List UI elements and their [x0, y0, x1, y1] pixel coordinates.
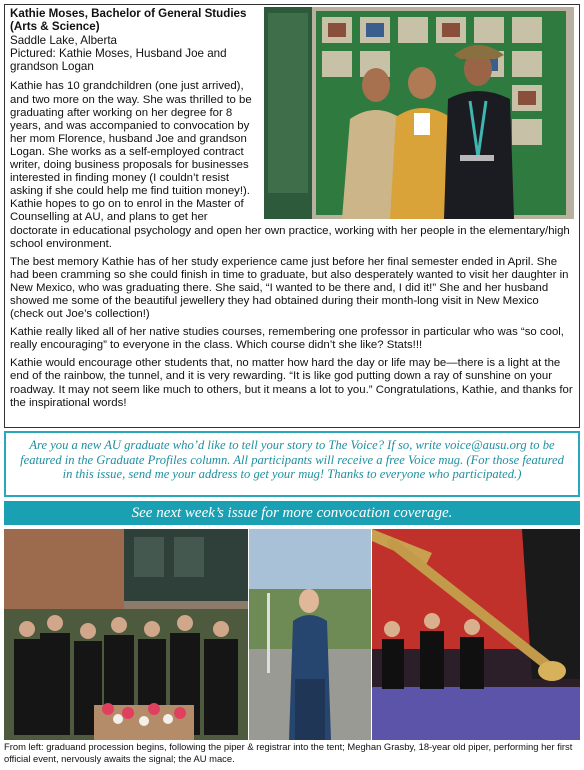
article-paragraph: Kathie really liked all of her native studies courses, remembering one professor in particular who was “so cool, really encouraging” to everyone in the class. Which course didn’t she like? Stats!!!: [10, 326, 564, 352]
article-paragraph: Kathie has 10 grandchildren (one just arrived), and two more on the way. She was thrilled to be graduating after working on her degree for 8 years, and was accompanied to convocation by her mom Florence, husband Joe and grandson Logan. She works as a self-employed contract writer, doing business proposals for businesses interested in finding money (I couldn’t resist asking if she could help me find tuition money!). Kathie hopes to go on to enrol in the Master of Counselling at AU, and plans to get her doctorate in educational psychology and open her own practice, working with her people in the elementary/high school environment.: [10, 80, 570, 250]
graduate-program: (Arts & Science): [10, 20, 100, 34]
photo-caption: From left: graduand procession begins, following the piper & registrar into the tent; Meghan Grasby, 18-year old piper, performing her first official event, nervously awaits the signal; the AU mace.: [4, 741, 573, 764]
procession-photo: [4, 529, 248, 740]
banner-text: See next week’s issue for more convocation coverage.: [131, 505, 453, 521]
profile-photo: [264, 7, 574, 219]
callout-text: Are you a new AU graduate who’d like to tell your story to The Voice? If so, write voice@ausu.org to be featured in the Graduate Profiles column. All participants will receive a free Voice mug. (For those featured in this issue, send me your address to get your mug! Thanks to everyone who participated.): [20, 438, 564, 482]
article-paragraph: The best memory Kathie has of her study experience came just before her final semester ended in April. She had been cramming so she could finish in time to graduate, but also desperately wanted to visit her daughter in New Mexico, who was graduating there. She said, “I wanted to be there and, I did it!” She and her husband showed me some of the beautiful jewellery they had obtained during their month-long visit in New Mexico (check out Joe’s collection!): [10, 255, 569, 321]
graduate-name: Kathie Moses, Bachelor of General Studies: [10, 7, 247, 20]
photo-strip: [4, 529, 580, 740]
pictured-line: Pictured: Kathie Moses, Husband Joe and: [10, 46, 227, 60]
mace-photo: [372, 529, 580, 740]
piper-photo: [249, 529, 371, 740]
article-paragraph: Kathie would encourage other students that, no matter how hard the day or life may be—there is a light at the end of the rainbow, the tunnel, and it is very rewarding. “It is like god putting down a ray of sunshine on your roadway. It may not seem like much to others, but it means a lot to you.” Congratulations, Kathie, and thanks for the inspirational words!: [10, 357, 573, 409]
submission-callout: [4, 431, 580, 497]
graduate-location: Saddle Lake, Alberta: [10, 33, 117, 47]
pictured-line: grandson Logan: [10, 60, 94, 74]
profile-article: [4, 4, 580, 428]
coverage-banner: [4, 501, 580, 525]
